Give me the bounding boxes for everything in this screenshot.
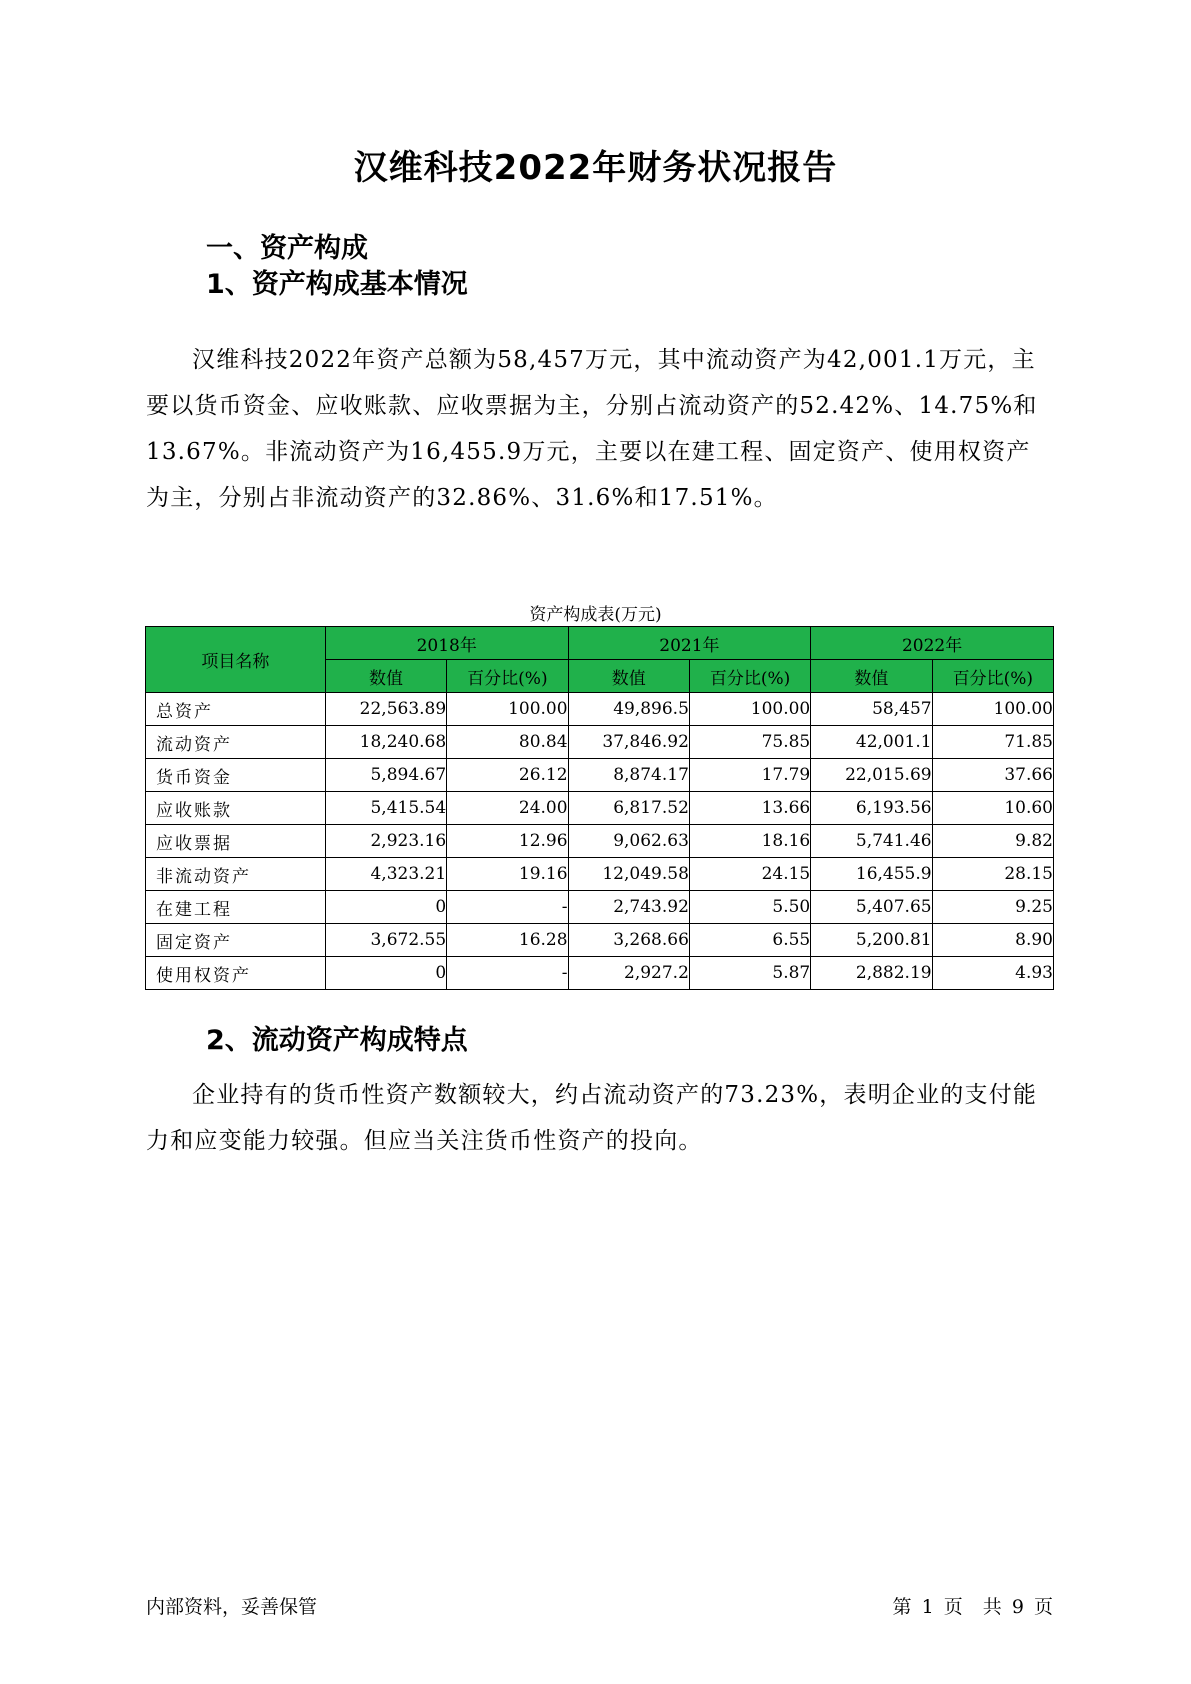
table-cell: 24.15 [689, 858, 810, 891]
table-cell: 75.85 [689, 726, 810, 759]
table-cell: - [447, 891, 568, 924]
header-year: 2018年 [325, 627, 568, 660]
table-row [146, 825, 1054, 858]
table-cell: 8.90 [932, 924, 1053, 957]
table-cell: 100.00 [932, 693, 1053, 726]
row-label: 流动资产 [146, 726, 326, 759]
table-caption: 资产构成表(万元) [529, 605, 662, 625]
table-cell: 13.66 [689, 792, 810, 825]
table-cell: 17.79 [689, 759, 810, 792]
table-cell: 5,415.54 [325, 792, 446, 825]
table-cell: 16,455.9 [811, 858, 932, 891]
table-cell: 5,200.81 [811, 924, 932, 957]
table-cell: 5,407.65 [811, 891, 932, 924]
table-cell: 9.25 [932, 891, 1053, 924]
page-prefix: 第 [892, 1596, 912, 1618]
row-label: 非流动资产 [146, 858, 326, 891]
table-cell: 26.12 [447, 759, 568, 792]
page-title: 汉维科技2022年财务状况报告 [353, 148, 838, 188]
table-cell: 71.85 [932, 726, 1053, 759]
header-item-name: 项目名称 [146, 627, 326, 693]
header-percent: 百分比(%) [689, 660, 810, 693]
subsection-heading-2: 2、流动资产构成特点 [206, 1025, 468, 1056]
table-row [146, 891, 1054, 924]
table-cell: 5,741.46 [811, 825, 932, 858]
row-label: 应收票据 [146, 825, 326, 858]
table-row [146, 693, 1054, 726]
table-cell: 4,323.21 [325, 858, 446, 891]
table-cell: - [447, 957, 568, 990]
table-cell: 8,874.17 [568, 759, 689, 792]
page-current: 1 [921, 1596, 934, 1618]
table-cell: 28.15 [932, 858, 1053, 891]
table-cell: 22,563.89 [325, 693, 446, 726]
row-label: 总资产 [146, 693, 326, 726]
table-cell: 37,846.92 [568, 726, 689, 759]
page-total: 9 [1011, 1596, 1024, 1618]
total-prefix: 共 [982, 1596, 1002, 1618]
paragraph-asset-overview: 汉维科技2022年资产总额为58,457万元，其中流动资产为42,001.1万元，主要以货币资金、应收账款、应收票据为主，分别占流动资产的52.42%、14.75%和13.67%。非流动资产为16,455.9万元，主要以在建工程、固定资产、使用权资产为主，分别占非流动资产的32.86%、31.6%和17.51%。 [146, 347, 1038, 511]
total-suffix: 页 [1033, 1596, 1053, 1618]
table-cell: 42,001.1 [811, 726, 932, 759]
header-percent: 百分比(%) [447, 660, 568, 693]
table-cell: 0 [325, 957, 446, 990]
row-label: 在建工程 [146, 891, 326, 924]
header-year: 2022年 [811, 627, 1054, 660]
header-value: 数值 [325, 660, 446, 693]
table-row [146, 858, 1054, 891]
row-label: 固定资产 [146, 924, 326, 957]
table-cell: 4.93 [932, 957, 1053, 990]
table-cell: 100.00 [447, 693, 568, 726]
table-cell: 6.55 [689, 924, 810, 957]
table-cell: 12.96 [447, 825, 568, 858]
table-cell: 18.16 [689, 825, 810, 858]
table-cell: 3,268.66 [568, 924, 689, 957]
table-cell: 18,240.68 [325, 726, 446, 759]
table-cell: 2,882.19 [811, 957, 932, 990]
table-cell: 100.00 [689, 693, 810, 726]
page-mid: 页 [943, 1596, 963, 1618]
row-label: 货币资金 [146, 759, 326, 792]
table-cell: 37.66 [932, 759, 1053, 792]
table-cell: 10.60 [932, 792, 1053, 825]
table-cell: 22,015.69 [811, 759, 932, 792]
table-cell: 49,896.5 [568, 693, 689, 726]
table-row [146, 924, 1054, 957]
table-cell: 58,457 [811, 693, 932, 726]
table-row [146, 957, 1054, 990]
table-row [146, 726, 1054, 759]
paragraph-current-assets: 企业持有的货币性资产数额较大，约占流动资产的73.23%，表明企业的支付能力和应变能力较强。但应当关注货币性资产的投向。 [146, 1082, 1038, 1154]
table-cell: 80.84 [447, 726, 568, 759]
table-cell: 6,193.56 [811, 792, 932, 825]
table-cell: 5.50 [689, 891, 810, 924]
table-cell: 0 [325, 891, 446, 924]
header-value: 数值 [811, 660, 932, 693]
footer-confidential-note: 内部资料，妥善保管 [146, 1596, 318, 1618]
table-cell: 24.00 [447, 792, 568, 825]
table-cell: 5.87 [689, 957, 810, 990]
header-value: 数值 [568, 660, 689, 693]
header-year: 2021年 [568, 627, 811, 660]
table-cell: 12,049.58 [568, 858, 689, 891]
table-cell: 19.16 [447, 858, 568, 891]
table-cell: 2,927.2 [568, 957, 689, 990]
header-percent: 百分比(%) [932, 660, 1053, 693]
table-cell: 3,672.55 [325, 924, 446, 957]
table-cell: 2,743.92 [568, 891, 689, 924]
table-row [146, 792, 1054, 825]
table-cell: 6,817.52 [568, 792, 689, 825]
table-cell: 16.28 [447, 924, 568, 957]
table-cell: 2,923.16 [325, 825, 446, 858]
asset-table [145, 626, 1054, 990]
page-number [889, 1592, 1053, 1619]
table-cell: 9,062.63 [568, 825, 689, 858]
subsection-heading-1: 1、资产构成基本情况 [206, 269, 468, 300]
row-label: 应收账款 [146, 792, 326, 825]
section-heading: 一、资产构成 [206, 233, 368, 264]
table-row [146, 759, 1054, 792]
table-cell: 9.82 [932, 825, 1053, 858]
table-cell: 5,894.67 [325, 759, 446, 792]
row-label: 使用权资产 [146, 957, 326, 990]
